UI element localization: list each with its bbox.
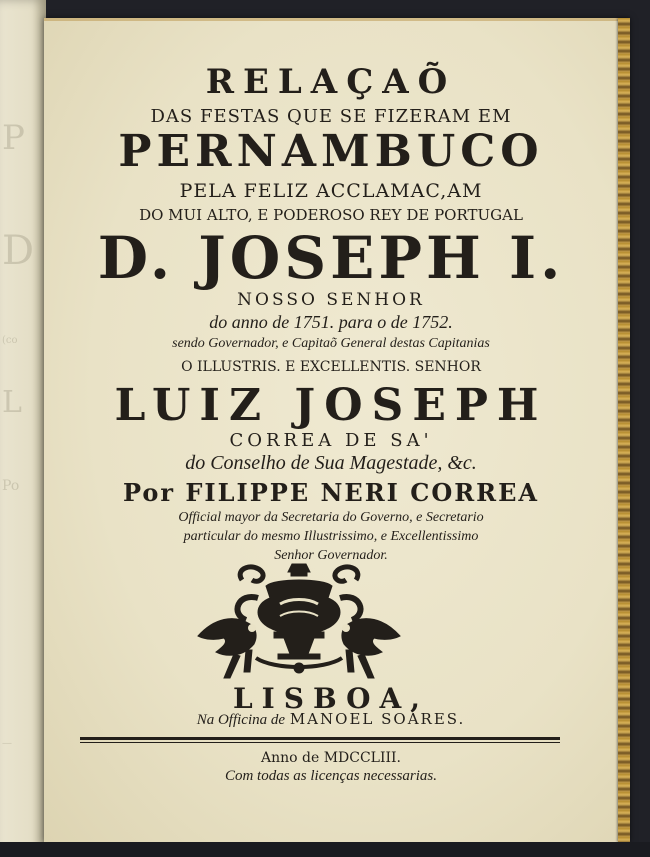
scan-background <box>0 842 650 857</box>
bleed-through-mark: — <box>2 738 14 749</box>
imprint-press <box>44 710 618 729</box>
author-title-line-3: Senhor Governador. <box>274 548 388 563</box>
title-line-illustris: O ILLUSTRIS. E EXCELLENTIS. SENHOR <box>181 359 481 375</box>
bleed-through-mark: Po <box>2 478 20 494</box>
printers-device-urn-with-birds-icon <box>194 558 404 684</box>
imprint-city: LISBOA, <box>232 682 430 715</box>
facing-page-edge <box>0 0 46 857</box>
author-line: Por FILIPPE NERI CORREA <box>122 478 540 507</box>
author-title-line-2: particular do mesmo Illustrissimo, e Excellentissimo <box>183 529 479 544</box>
imprint-press-name: MANOEL SOARES. <box>289 710 466 728</box>
bleed-through-mark: D <box>2 228 35 274</box>
title-line-pela-feliz: PELA FELIZ ACCLAMAC,AM <box>179 180 483 202</box>
imprint-rule-thin <box>80 742 560 743</box>
title-line-king-name: D. JOSEPH I. <box>97 224 565 292</box>
title-page <box>44 18 630 842</box>
title-line-do-mui-alto: DO MUI ALTO, E PODEROSO REY DE PORTUGAL <box>139 206 523 224</box>
imprint-license: Com todas as licenças necessarias. <box>224 768 438 784</box>
title-line-pernambuco: PERNAMBUCO <box>118 126 544 177</box>
title-line-nosso-senhor: NOSSO SENHOR <box>237 290 425 310</box>
imprint-press-prefix: Na Officina de <box>196 712 286 728</box>
gilt-fore-edge <box>618 18 630 842</box>
title-line-years: do anno de 1751. para o de 1752. <box>209 312 453 332</box>
imprint-year: Anno de MDCCLIII. <box>260 750 402 766</box>
bleed-through-mark: (co <box>2 335 18 346</box>
title-line-conselho: do Conselho de Sua Magestade, &c. <box>185 452 477 474</box>
title-line-relacao: RELAÇAÕ <box>205 62 457 102</box>
imprint-rule-thick <box>80 737 560 740</box>
author-title-line-1: Official mayor da Secretaria do Governo, e Secretario <box>178 510 484 525</box>
page-top-edge <box>44 18 630 21</box>
title-line-correa-de-sa: CORREA DE SA' <box>229 430 433 451</box>
title-line-governor: sendo Governador, e Capitaõ General destas Capitanias <box>172 336 490 351</box>
title-line-das-festas: DAS FESTAS QUE SE FIZERAM EM <box>150 106 512 127</box>
bleed-through-mark: P <box>2 118 25 158</box>
title-line-luiz-joseph: LUIZ JOSEPH <box>114 380 548 431</box>
bleed-through-mark: L <box>2 385 22 420</box>
